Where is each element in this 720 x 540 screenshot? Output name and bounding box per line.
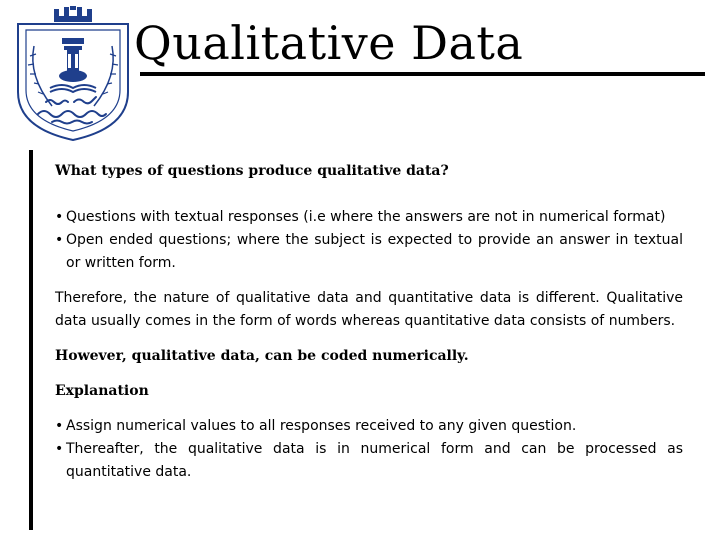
bullet-icon: • [55, 441, 64, 457]
list-item [55, 206, 683, 229]
explanation-list [55, 415, 683, 484]
university-logo [12, 6, 134, 144]
list-item [55, 438, 683, 484]
bullet-icon: • [55, 418, 64, 434]
coding-statement: However, qualitative data, can be coded numerically. [55, 348, 469, 364]
list-item [55, 415, 683, 438]
slide-title: Qualitative Data [134, 16, 524, 70]
left-vertical-rule [29, 150, 33, 530]
bullet-icon: • [55, 209, 64, 225]
question-heading: What types of questions produce qualitative data? [55, 163, 449, 179]
title-underline [140, 72, 705, 76]
slide-content [55, 160, 683, 484]
comparison-paragraph: Therefore, the nature of qualitative data and quantitative data is different. Qualitative data usually comes in the form of words whereas quantitative data consists of numbers. [55, 290, 683, 329]
question-types-list [55, 206, 683, 275]
list-item-text: Open ended questions; where the subject is expected to provide an answer in textual or written form. [66, 232, 683, 271]
list-item-text: Thereafter, the qualitative data is in numerical form and can be processed as quantitative data. [66, 441, 683, 480]
explanation-heading: Explanation [55, 383, 149, 399]
list-item [55, 229, 683, 275]
list-item-text: Questions with textual responses (i.e where the answers are not in numerical format) [66, 209, 666, 225]
bullet-icon: • [55, 232, 64, 248]
list-item-text: Assign numerical values to all responses received to any given question. [66, 418, 577, 434]
